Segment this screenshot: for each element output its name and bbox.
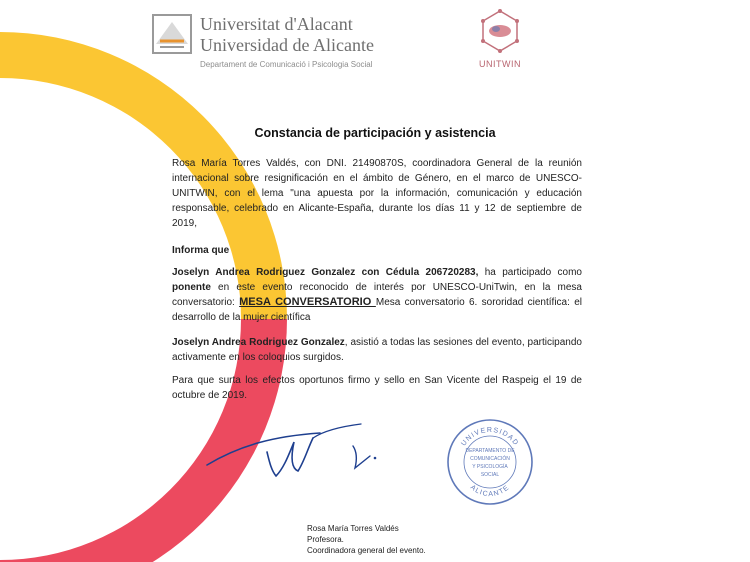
university-emblem-icon [152,14,192,54]
p2-text-1: ha participado como [478,267,582,278]
signer-role: Coordinadora general del evento. [307,546,426,555]
signer-block [307,523,426,556]
svg-text:UNIVERSIDAD [460,427,519,447]
university-name-valencian: Universitat d'Alacant [200,14,353,34]
university-logo [152,14,374,69]
seal-line-1: DEPARTAMENTO DE [465,448,515,454]
seal-line-2: COMUNICACIÓN [470,456,510,462]
seal-line-3: Y PSICOLOGÍA [472,464,508,470]
signer-title: Profesora. [307,535,344,544]
intro-paragraph: Rosa María Torres Valdés, con DNI. 21490870S, coordinadora General de la reunión internacional sobre resignificación en el ámbito de Género, en el marco de UNESCO-UNITWIN, con el lema "una apuesta por la información, comunicación y educación responsable, celebrado en Alicante-España, durante los días 11 y 12 de septiembre de 2019, [172,158,582,229]
participation-paragraph [172,265,582,325]
unitwin-emblem-icon [479,8,521,56]
mesa-label: MESA CONVERSATORIO [239,296,376,308]
unitwin-label: UNITWIN [479,59,521,69]
participant-statement: Joselyn Andrea Rodriguez Gonzalez con Cédula 206720283, [172,267,479,278]
handwritten-signature [205,420,395,480]
unitwin-logo [470,8,530,69]
department-seal [446,418,534,506]
department-name: Departament de Comunicació i Psicologia Social [200,60,373,69]
seal-top-text: UNIVERSIDAD [460,427,520,448]
participant-name: Joselyn Andrea Rodriguez Gonzalez [172,337,345,348]
participation-role: ponente [172,282,211,293]
seal-line-4: SOCIAL [480,472,500,478]
svg-text:ALICANTE [469,484,511,498]
signer-name: Rosa María Torres Valdés [307,524,399,533]
university-name-spanish: Universidad de Alicante [200,35,374,55]
informa-heading: Informa que [172,245,230,256]
seal-bottom-text: ALICANTE [468,484,512,499]
attendance-text: , asistió a todas las sesiones del evento, participando activamente en los coloquios surgidos. [172,337,582,363]
p2-text-2: en este evento reconocido de interés por UNESCO-UniTwin, en la mesa conversatorio: [172,282,582,308]
document-title: Constancia de participación y asistencia [254,126,496,140]
attendance-paragraph [172,335,582,365]
closing-paragraph: Para que surta los efectos oportunos firmo y sello en San Vicente del Raspeig el 19 de octubre de 2019. [172,375,582,401]
p2-text-3: Mesa conversatorio 6. sororidad científica: el desarrollo de la mujer científica [172,297,582,323]
